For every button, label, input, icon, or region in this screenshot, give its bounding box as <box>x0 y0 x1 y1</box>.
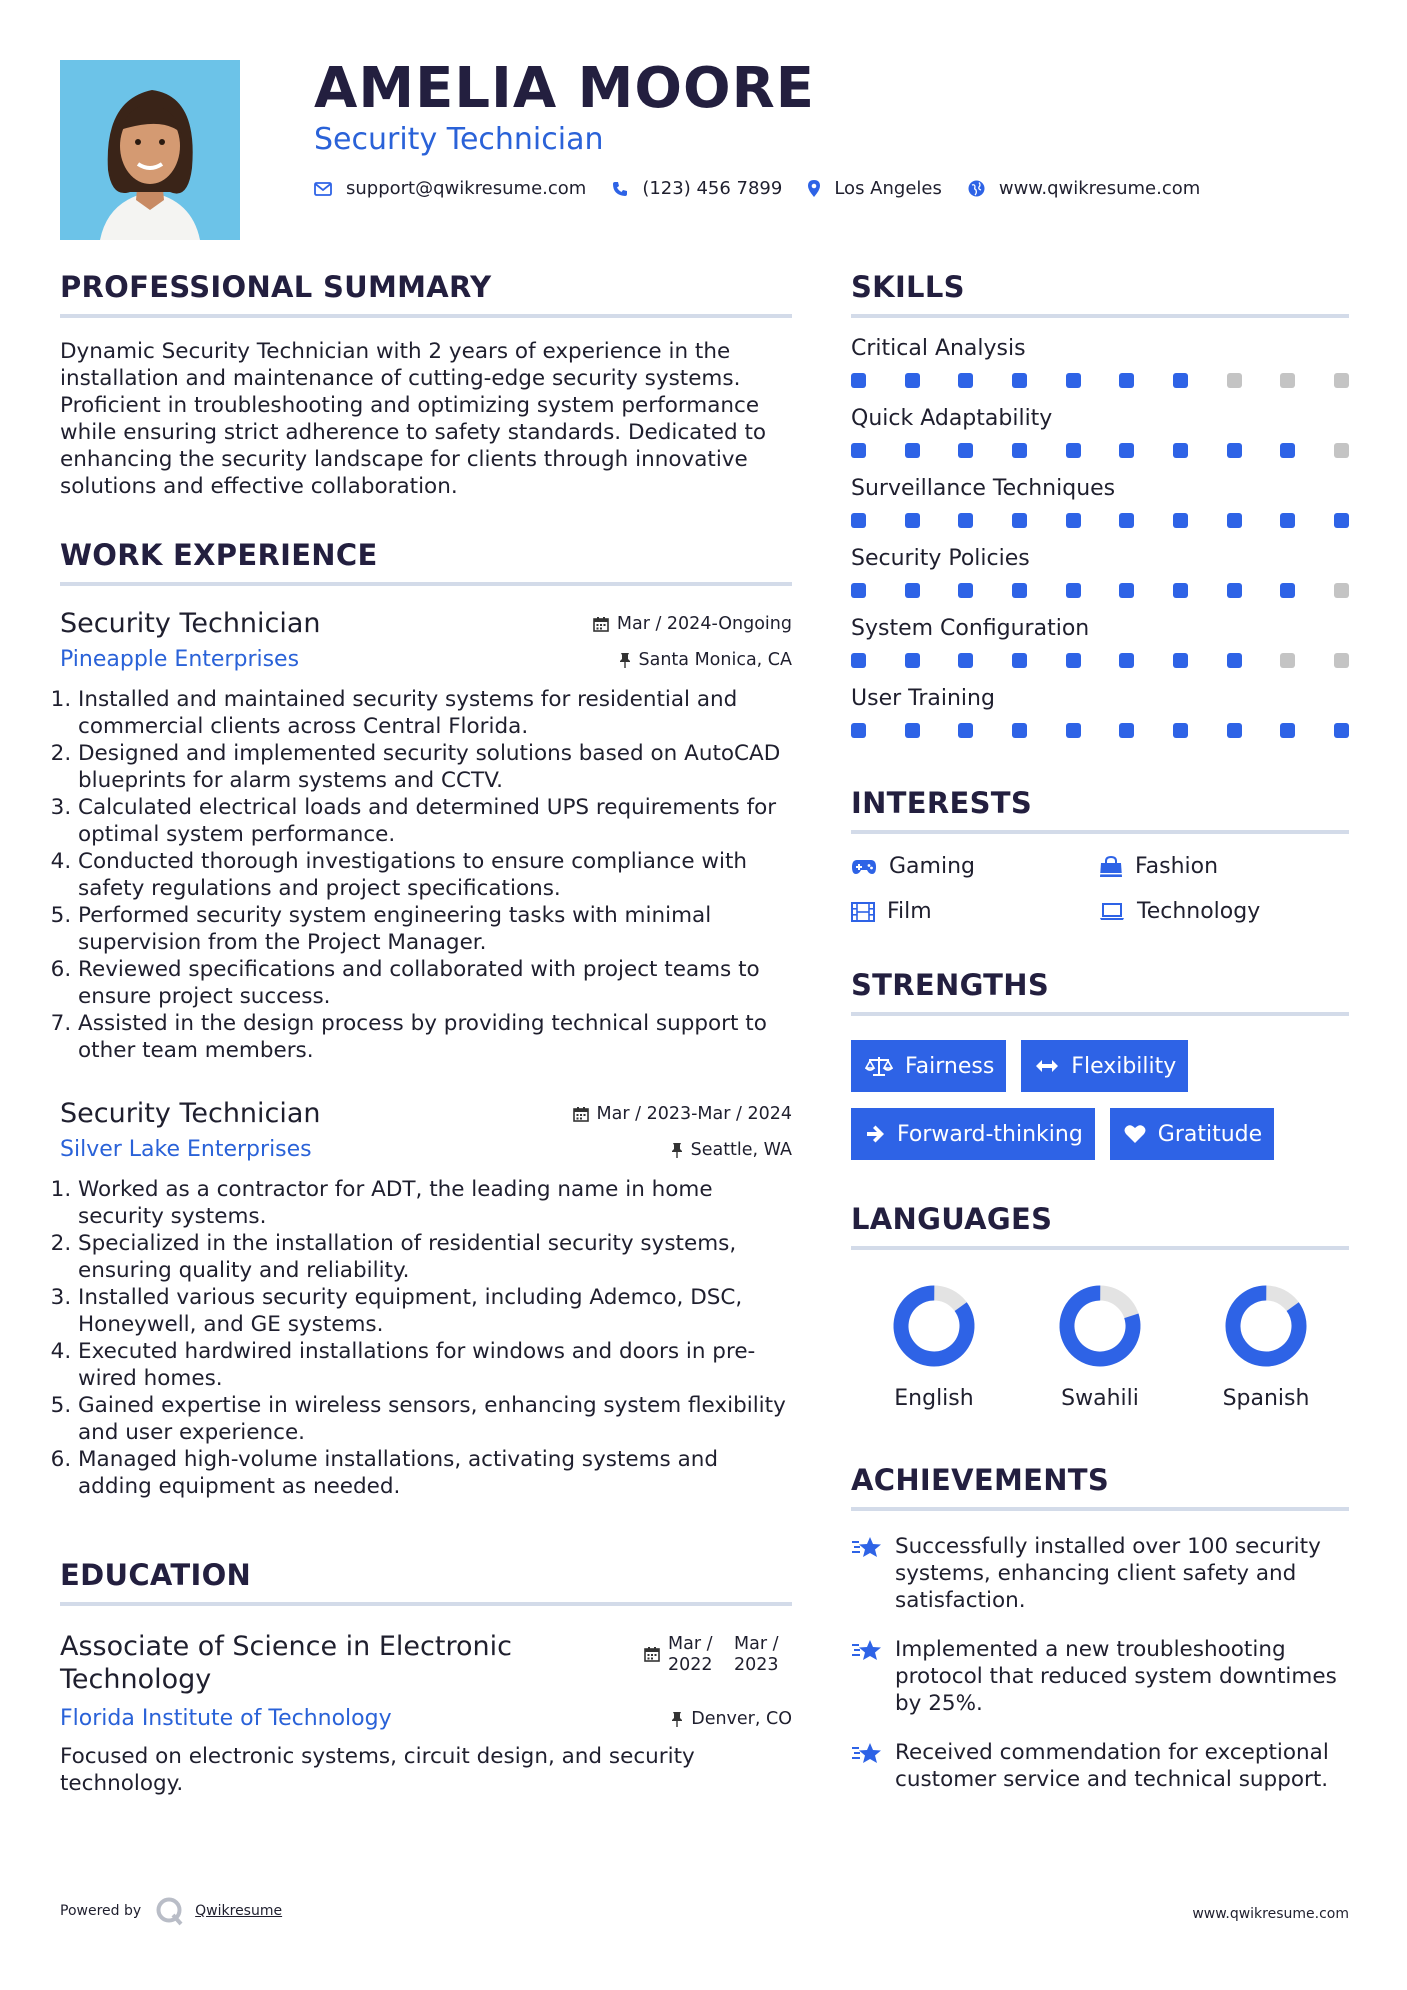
contact-email[interactable] <box>314 178 586 199</box>
contact-website-text: www.qwikresume.com <box>998 178 1201 199</box>
language-item <box>851 1284 1017 1411</box>
ring-fill <box>892 1284 976 1368</box>
rating-dot-filled <box>1173 653 1188 668</box>
footer-powered-by <box>60 1896 282 1926</box>
rating-dot-filled <box>958 443 973 458</box>
arrows-horizontal-icon <box>1035 1059 1059 1073</box>
start-month: Mar / <box>668 1634 713 1654</box>
rating-dot-filled <box>1119 443 1134 458</box>
candidate-name: AMELIA MOORE <box>314 56 815 121</box>
shooting-star-icon <box>851 1741 883 1767</box>
rating-dot-filled <box>1173 443 1188 458</box>
ring-fill <box>1058 1284 1141 1367</box>
skills-heading: SKILLS <box>851 270 1349 318</box>
rating-dot-filled <box>1173 723 1188 738</box>
rating-dot-empty <box>1334 653 1349 668</box>
rating-dot-filled <box>905 443 920 458</box>
skill-rating <box>851 653 1349 668</box>
profile-photo-image <box>60 60 240 240</box>
achievement-text: Successfully installed over 100 security systems, enhancing client safety and satisfaction. <box>895 1534 1321 1613</box>
interest-item <box>851 854 1099 879</box>
achievements-list <box>851 1533 1349 1793</box>
job-bullet: 1. Installed and maintained security systems for residential and commercial clients across Central Florida. <box>78 686 792 740</box>
rating-dot-filled <box>1012 443 1027 458</box>
pushpin-icon <box>671 1142 683 1158</box>
rating-dot-filled <box>905 373 920 388</box>
gamepad-icon <box>851 859 877 875</box>
powered-by-text: Powered by <box>60 1903 142 1919</box>
skill-name: Quick Adaptability <box>851 406 1053 431</box>
achievement-item <box>851 1739 1349 1793</box>
job-location-text: Seattle, WA <box>690 1139 792 1160</box>
right-column <box>851 270 1349 1793</box>
calendar-icon <box>644 1646 660 1662</box>
job-dates-text: Mar / 2023-Mar / 2024 <box>596 1104 792 1124</box>
film-icon <box>851 902 875 922</box>
skill-item <box>851 686 1349 738</box>
skill-item <box>851 406 1349 458</box>
rating-dot-empty <box>1334 373 1349 388</box>
rating-dot-filled <box>1066 513 1081 528</box>
ring-fill <box>1224 1284 1308 1368</box>
footer-website[interactable]: www.qwikresume.com <box>1192 1906 1349 1922</box>
rating-dot-filled <box>958 583 973 598</box>
rating-dot-filled <box>1119 583 1134 598</box>
rating-dot-filled <box>1066 653 1081 668</box>
rating-dot-empty <box>1334 583 1349 598</box>
achievement-text: Implemented a new troubleshooting protocol that reduced system downtimes by 25%. <box>895 1637 1337 1716</box>
rating-dot-filled <box>851 723 866 738</box>
rating-dot-filled <box>1066 373 1081 388</box>
skill-name: Security Policies <box>851 546 1030 571</box>
education-heading: EDUCATION <box>60 1558 792 1606</box>
rating-dot-filled <box>1012 653 1027 668</box>
rating-dot-filled <box>1334 513 1349 528</box>
job-bullet: 5. Performed security system engineering tasks with minimal supervision from the Project Manager. <box>78 902 792 956</box>
interest-item <box>851 899 1099 924</box>
strength-label: Fairness <box>905 1053 995 1079</box>
rating-dot-filled <box>1066 723 1081 738</box>
company-name: Pineapple Enterprises <box>60 647 300 672</box>
contact-location-text: Los Angeles <box>834 178 942 199</box>
language-name: English <box>894 1386 974 1411</box>
globe-icon <box>968 180 985 197</box>
rating-dot-filled <box>1280 723 1295 738</box>
rating-dot-filled <box>1227 443 1242 458</box>
rating-dot-filled <box>851 583 866 598</box>
shooting-star-icon <box>851 1535 883 1561</box>
phone-icon <box>612 181 628 197</box>
strengths-list <box>851 1040 1349 1176</box>
job-title: Security Technician <box>60 608 321 639</box>
job-bullet: 4. Executed hardwired installations for windows and doors in pre-wired homes. <box>78 1338 792 1392</box>
job-bullet: 2. Designed and implemented security solutions based on AutoCAD blueprints for alarm systems and CCTV. <box>78 740 792 794</box>
job-bullet: 1. Worked as a contractor for ADT, the leading name in home security systems. <box>78 1176 792 1230</box>
skill-rating <box>851 373 1349 388</box>
skill-rating <box>851 723 1349 738</box>
language-item <box>1017 1284 1183 1411</box>
envelope-icon <box>314 182 332 196</box>
calendar-icon <box>573 1106 589 1122</box>
rating-dot-filled <box>1066 583 1081 598</box>
strength-label: Gratitude <box>1157 1121 1263 1147</box>
strength-badge <box>851 1108 1095 1160</box>
rating-dot-filled <box>1227 653 1242 668</box>
skill-item <box>851 476 1349 528</box>
end-year: 2023 <box>734 1655 779 1675</box>
interest-item <box>1099 854 1349 879</box>
experience-heading: WORK EXPERIENCE <box>60 538 792 586</box>
company-name: Silver Lake Enterprises <box>60 1137 312 1162</box>
job-entry <box>60 1098 792 1500</box>
rating-dot-filled <box>1012 373 1027 388</box>
skills-list <box>851 336 1349 738</box>
strength-badge <box>1021 1040 1188 1092</box>
achievement-item <box>851 1636 1349 1717</box>
rating-dot-filled <box>851 653 866 668</box>
job-bullet: 5. Gained expertise in wireless sensors, enhancing system flexibility and user experience. <box>78 1392 792 1446</box>
rating-dot-filled <box>1012 583 1027 598</box>
skill-item <box>851 616 1349 668</box>
skill-rating <box>851 583 1349 598</box>
shooting-star-icon <box>851 1638 883 1664</box>
left-column <box>60 270 792 1797</box>
candidate-title: Security Technician <box>314 122 604 157</box>
rating-dot-filled <box>1012 723 1027 738</box>
language-level-ring <box>1224 1284 1308 1368</box>
rating-dot-filled <box>1227 583 1242 598</box>
profile-photo <box>60 60 240 240</box>
rating-dot-filled <box>1227 723 1242 738</box>
calendar-icon <box>593 616 609 632</box>
education-location <box>671 1709 792 1729</box>
job-bullet: 4. Conducted thorough investigations to ensure compliance with safety regulations and project specifications. <box>78 848 792 902</box>
rating-dot-filled <box>1280 443 1295 458</box>
job-bullets <box>60 686 792 1064</box>
heart-icon <box>1124 1124 1146 1144</box>
school-name: Florida Institute of Technology <box>60 1706 392 1731</box>
interests-list <box>851 854 1349 924</box>
pushpin-icon <box>671 1711 683 1727</box>
rating-dot-filled <box>851 513 866 528</box>
skill-item <box>851 546 1349 598</box>
map-pin-icon <box>808 180 820 197</box>
rating-dot-filled <box>905 723 920 738</box>
achievement-item <box>851 1533 1349 1614</box>
rating-dot-filled <box>851 373 866 388</box>
contact-location <box>808 178 942 199</box>
skill-rating <box>851 513 1349 528</box>
contact-email-text: support@qwikresume.com <box>346 178 587 199</box>
rating-dot-filled <box>1280 583 1295 598</box>
rating-dot-filled <box>1173 513 1188 528</box>
contact-bar <box>314 178 1226 199</box>
interests-heading: INTERESTS <box>851 786 1349 834</box>
rating-dot-empty <box>1227 373 1242 388</box>
strength-badge <box>851 1040 1006 1092</box>
scale-icon <box>865 1055 893 1077</box>
rating-dot-filled <box>1334 723 1349 738</box>
job-bullet: 2. Specialized in the installation of residential security systems, ensuring quality and reliability. <box>78 1230 792 1284</box>
skill-name: User Training <box>851 686 995 711</box>
strengths-heading: STRENGTHS <box>851 968 1349 1016</box>
bag-icon <box>1099 856 1123 878</box>
interest-label: Technology <box>1137 899 1261 924</box>
education-location-text: Denver, CO <box>691 1708 792 1729</box>
strength-badge <box>1110 1108 1274 1160</box>
education-start <box>668 1634 734 1676</box>
language-level-ring <box>892 1284 976 1368</box>
job-title: Security Technician <box>60 1098 321 1129</box>
contact-phone[interactable] <box>612 178 782 199</box>
rating-dot-filled <box>1119 373 1134 388</box>
languages-list <box>851 1284 1349 1411</box>
interest-label: Fashion <box>1135 854 1219 879</box>
rating-dot-empty <box>1280 653 1295 668</box>
rating-dot-filled <box>905 653 920 668</box>
strength-label: Flexibility <box>1071 1053 1177 1079</box>
job-dates <box>593 614 792 634</box>
interest-label: Gaming <box>889 854 975 879</box>
language-name: Swahili <box>1061 1386 1139 1411</box>
skill-name: System Configuration <box>851 616 1090 641</box>
qwikresume-logo-icon <box>155 1896 185 1926</box>
rating-dot-filled <box>1227 513 1242 528</box>
education-end <box>734 1634 792 1676</box>
rating-dot-filled <box>1012 513 1027 528</box>
rating-dot-filled <box>958 373 973 388</box>
rating-dot-filled <box>1119 653 1134 668</box>
rating-dot-filled <box>851 443 866 458</box>
rating-dot-filled <box>1119 723 1134 738</box>
brand-link[interactable]: Qwikresume <box>195 1903 283 1919</box>
job-bullet: 6. Managed high-volume installations, activating systems and adding equipment as needed. <box>78 1446 792 1500</box>
job-location <box>619 650 793 670</box>
achievement-text: Received commendation for exceptional customer service and technical support. <box>895 1740 1329 1792</box>
pushpin-icon <box>619 652 631 668</box>
rating-dot-filled <box>905 583 920 598</box>
summary-text: Dynamic Security Technician with 2 years of experience in the installation and maintenance of cutting-edge security systems. Proficient in troubleshooting and optimizing system performance while ensuring strict adherence to safety standards. Dedicated to enhancing the security landscape for clients through innovative solutions and effective collaboration. <box>60 339 767 499</box>
rating-dot-filled <box>1280 513 1295 528</box>
rating-dot-filled <box>958 723 973 738</box>
languages-heading: LANGUAGES <box>851 1202 1349 1250</box>
achievements-heading: ACHIEVEMENTS <box>851 1463 1349 1511</box>
skill-item <box>851 336 1349 388</box>
job-bullet: 7. Assisted in the design process by providing technical support to other team members. <box>78 1010 792 1064</box>
job-bullet: 3. Installed various security equipment, including Ademco, DSC, Honeywell, and GE systems. <box>78 1284 792 1338</box>
strength-label: Forward-thinking <box>897 1121 1083 1147</box>
skill-name: Surveillance Techniques <box>851 476 1116 501</box>
arrow-right-icon <box>865 1125 885 1143</box>
interest-label: Film <box>887 899 932 924</box>
rating-dot-filled <box>905 513 920 528</box>
language-name: Spanish <box>1222 1386 1310 1411</box>
rating-dot-empty <box>1334 443 1349 458</box>
job-dates-text: Mar / 2024-Ongoing <box>616 614 792 634</box>
education-entry <box>60 1630 792 1696</box>
rating-dot-empty <box>1280 373 1295 388</box>
job-bullet: 6. Reviewed specifications and collaborated with project teams to ensure project success. <box>78 956 792 1010</box>
job-entry <box>60 608 792 1064</box>
degree-title: Associate of Science in Electronic Technology <box>60 1631 512 1695</box>
rating-dot-filled <box>958 513 973 528</box>
interest-item <box>1099 899 1349 924</box>
contact-phone-text: (123) 456 7899 <box>642 178 783 199</box>
rating-dot-filled <box>1173 373 1188 388</box>
laptop-icon <box>1099 903 1125 921</box>
contact-website[interactable] <box>968 178 1200 199</box>
education-description: Focused on electronic systems, circuit design, and security technology. <box>60 1744 695 1796</box>
skill-name: Critical Analysis <box>851 336 1026 361</box>
language-item <box>1183 1284 1349 1411</box>
rating-dot-filled <box>1119 513 1134 528</box>
job-dates <box>573 1104 792 1124</box>
job-bullet: 3. Calculated electrical loads and determined UPS requirements for optimal system performance. <box>78 794 792 848</box>
start-year: 2022 <box>668 1655 713 1675</box>
skill-rating <box>851 443 1349 458</box>
rating-dot-filled <box>958 653 973 668</box>
rating-dot-filled <box>1173 583 1188 598</box>
rating-dot-filled <box>1066 443 1081 458</box>
end-month: Mar / <box>734 1634 779 1654</box>
job-bullets <box>60 1176 792 1500</box>
education-dates <box>644 1634 792 1676</box>
summary-heading: PROFESSIONAL SUMMARY <box>60 270 792 318</box>
language-level-ring <box>1058 1284 1142 1368</box>
job-location <box>671 1140 792 1160</box>
job-location-text: Santa Monica, CA <box>638 649 792 670</box>
